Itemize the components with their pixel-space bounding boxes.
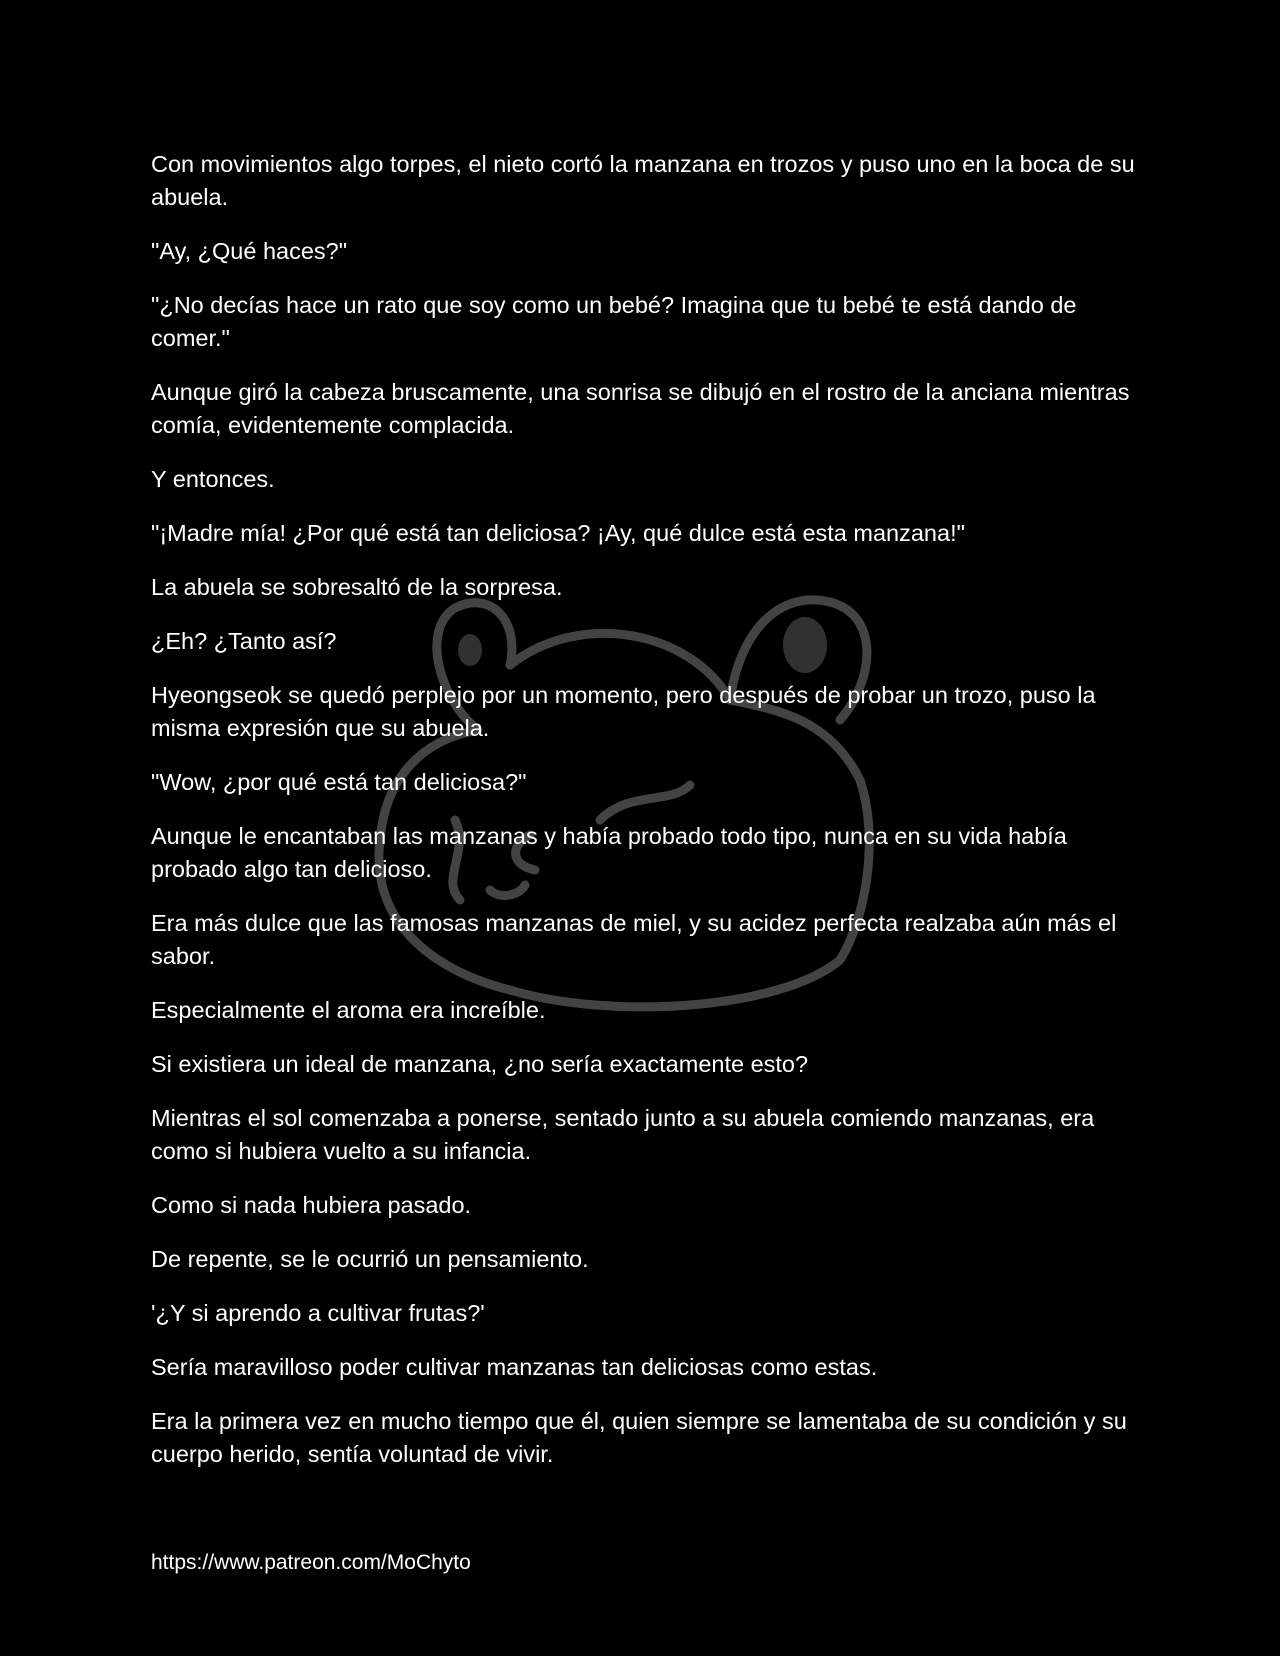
story-text xyxy=(151,148,1141,1492)
paragraph: De repente, se le ocurrió un pensamiento. xyxy=(151,1246,589,1272)
paragraph: "Wow, ¿por qué está tan deliciosa?" xyxy=(151,769,527,795)
paragraph: Hyeongseok se quedó perplejo por un momento, pero después de probar un trozo, puso la misma expresión que su abuela. xyxy=(151,682,1096,741)
paragraph: Era la primera vez en mucho tiempo que él, quien siempre se lamentaba de su condición y su cuerpo herido, sentía voluntad de vivir. xyxy=(151,1408,1127,1467)
paragraph: Sería maravilloso poder cultivar manzanas tan deliciosas como estas. xyxy=(151,1354,878,1380)
paragraph: "Ay, ¿Qué haces?" xyxy=(151,238,348,264)
paragraph: Con movimientos algo torpes, el nieto cortó la manzana en trozos y puso uno en la boca de su abuela. xyxy=(151,151,1135,210)
paragraph: Era más dulce que las famosas manzanas de miel, y su acidez perfecta realzaba aún más el sabor. xyxy=(151,910,1117,969)
paragraph: Si existiera un ideal de manzana, ¿no sería exactamente esto? xyxy=(151,1051,809,1077)
paragraph: Aunque giró la cabeza bruscamente, una sonrisa se dibujó en el rostro de la anciana mientras comía, evidentemente complacida. xyxy=(151,379,1130,438)
paragraph: Mientras el sol comenzaba a ponerse, sentado junto a su abuela comiendo manzanas, era como si hubiera vuelto a su infancia. xyxy=(151,1105,1095,1164)
paragraph: Y entonces. xyxy=(151,466,275,492)
paragraph: "¡Madre mía! ¿Por qué está tan deliciosa? ¡Ay, qué dulce está esta manzana!" xyxy=(151,520,965,546)
paragraph: ¿Eh? ¿Tanto así? xyxy=(151,628,337,654)
paragraph: "¿No decías hace un rato que soy como un bebé? Imagina que tu bebé te está dando de comer." xyxy=(151,292,1077,351)
paragraph: Especialmente el aroma era increíble. xyxy=(151,997,546,1023)
paragraph: La abuela se sobresaltó de la sorpresa. xyxy=(151,574,563,600)
patreon-link[interactable]: https://www.patreon.com/MoChyto xyxy=(151,1551,471,1574)
paragraph: '¿Y si aprendo a cultivar frutas?' xyxy=(151,1300,485,1326)
paragraph: Aunque le encantaban las manzanas y había probado todo tipo, nunca en su vida había probado algo tan delicioso. xyxy=(151,823,1067,882)
paragraph: Como si nada hubiera pasado. xyxy=(151,1192,472,1218)
